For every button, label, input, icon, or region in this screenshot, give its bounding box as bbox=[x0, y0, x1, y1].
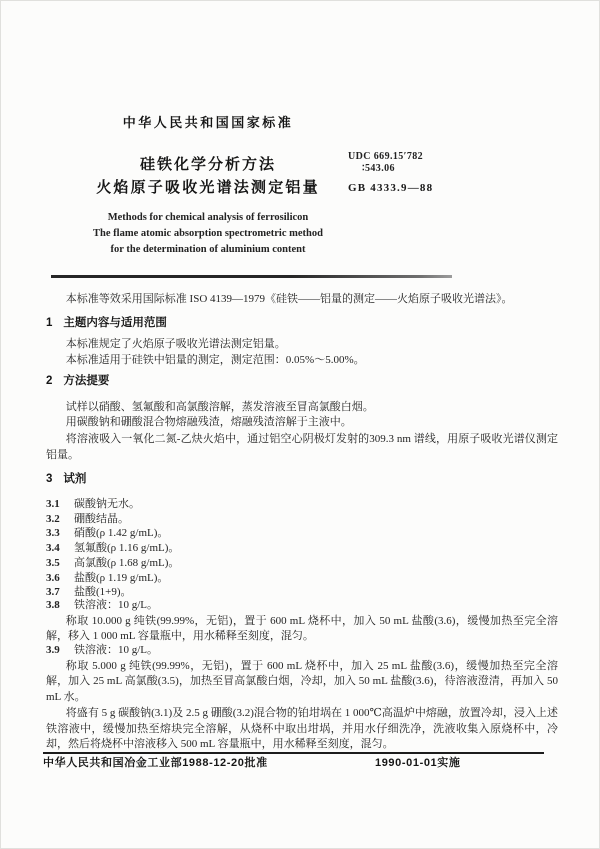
reagent-number: 3.4 bbox=[46, 542, 60, 555]
english-title-line2: The flame atomic absorption spectrometric method bbox=[93, 228, 323, 239]
section-2-paragraph-2: 用碳酸钠和硼酸混合物熔融残渣，熔融残渣溶解于主液中。 bbox=[65, 416, 352, 428]
section-3-number: 3 bbox=[46, 473, 53, 485]
reagent-number: 3.5 bbox=[46, 556, 60, 569]
reagent-text: 高氯酸(ρ 1.68 g/mL)。 bbox=[74, 556, 180, 569]
reagent-item-3-1 bbox=[46, 497, 558, 512]
section-3-heading bbox=[46, 474, 86, 486]
reagent-3-9-label-row bbox=[46, 643, 558, 659]
fusion-procedure-paragraph: 将盛有 5 g 碳酸钠(3.1)及 2.5 g 硼酸(3.2)混合物的铂坩埚在 1 000℃高温炉中熔融，放置冷却，浸入上述铁溶液中，缓慢加热至熔块完全溶解，从烧杯中取出坩埚，并用水仔细洗净，洗液收集入原烧杯中，冷却，然后将烧杯中溶液移入 500 mL 容量瓶中，用水稀释至刻度，混匀。 bbox=[46, 707, 558, 750]
document-title-line2: 火焰原子吸收光谱法测定铝量 bbox=[96, 179, 320, 196]
reagent-3-9-preparation: 称取 5.000 g 纯铁(99.99%，无铝)，置于 600 mL 烧杯中，加入 25 mL 盐酸(3.6)，缓慢加热至完全溶解，加入 25 mL 高氯酸(3.5)，加热至冒高氯酸白烟，冷却，加入 50 mL 盐酸(3.6)，待溶液澄清，再加入 50 mL 水。 bbox=[46, 659, 558, 703]
reagent-text: 碳酸钠无水。 bbox=[74, 498, 140, 510]
reagent-number: 3.3 bbox=[46, 527, 60, 540]
reagent-item-3-5 bbox=[46, 556, 558, 571]
approval-notice: 中华人民共和国冶金工业部1988-12-20批准 bbox=[43, 757, 268, 769]
reagent-number: 3.8 bbox=[46, 599, 60, 611]
reagent-text: 盐酸(ρ 1.19 g/mL)。 bbox=[74, 571, 169, 584]
section-2-paragraph-3: 将溶液吸入一氧化二氮-乙炔火焰中，通过铝空心阴极灯发射的309.3 nm 谱线，用原子吸收光谱仪测定铝量。 bbox=[46, 433, 558, 461]
reagent-number: 3.2 bbox=[46, 512, 60, 525]
reagent-text: 硼酸结晶。 bbox=[74, 512, 129, 525]
reagent-text: 硝酸(ρ 1.42 g/mL)。 bbox=[74, 527, 169, 540]
section-1-paragraph-1: 本标准规定了火焰原子吸收光谱法测定铝量。 bbox=[65, 338, 286, 350]
section-1-paragraph-2: 本标准适用于硅铁中铝量的测定，测定范围：0.05%～5.00%。 bbox=[65, 354, 365, 366]
implementation-date: 1990-01-01实施 bbox=[375, 757, 461, 769]
reagent-item-3-2 bbox=[46, 512, 558, 527]
footer-divider-rule bbox=[43, 752, 544, 754]
section-2-number: 2 bbox=[46, 375, 53, 387]
reagent-3-8-preparation: 称取 10.000 g 纯铁(99.99%，无铝)，置于 600 mL 烧杯中，加入 50 mL 盐酸(3.6)，缓慢加热至完全溶解，移入 1 000 mL 容量瓶中，用水稀释至刻度，混匀。 bbox=[46, 614, 558, 643]
reagent-item-3-3 bbox=[46, 526, 558, 541]
section-1-number: 1 bbox=[46, 317, 53, 329]
reagent-item-3-6 bbox=[46, 571, 558, 586]
iso-equivalence-note: 本标准等效采用国际标准 ISO 4139—1979《硅铁——铝量的测定——火焰原子吸收光谱法》。 bbox=[65, 293, 513, 305]
english-title-line1: Methods for chemical analysis of ferrosilicon bbox=[107, 212, 309, 223]
reagent-label: 铁溶液：10 g/L。 bbox=[74, 599, 159, 611]
reagent-number: 3.7 bbox=[46, 586, 60, 599]
standard-code: GB 4333.9—88 bbox=[348, 182, 434, 194]
reagent-label: 铁溶液：10 g/L。 bbox=[74, 644, 159, 656]
reagent-text: 盐酸(1+9)。 bbox=[74, 586, 132, 599]
national-standard-label: 中华人民共和国国家标准 bbox=[122, 115, 294, 130]
reagent-number: 3.1 bbox=[46, 498, 60, 510]
reagent-number: 3.9 bbox=[46, 644, 60, 656]
section-2-heading bbox=[46, 376, 109, 388]
reagent-number: 3.6 bbox=[46, 571, 60, 584]
udc-line2: ∶543.06 bbox=[362, 163, 395, 174]
udc-classification bbox=[348, 151, 423, 175]
udc-line1: UDC 669.15′782 bbox=[348, 151, 424, 162]
reagent-text: 氢氟酸(ρ 1.16 g/mL)。 bbox=[74, 542, 180, 555]
english-title-line3: for the determination of aluminium content bbox=[110, 244, 306, 255]
reagent-3-8-label-row bbox=[46, 598, 558, 614]
reagent-list bbox=[46, 497, 558, 600]
section-3-title: 试剂 bbox=[63, 473, 87, 485]
section-1-heading bbox=[46, 318, 167, 330]
section-2-paragraph-1: 试样以硝酸、氢氟酸和高氯酸溶解，蒸发溶液至冒高氯酸白烟。 bbox=[65, 401, 374, 413]
reagent-item-3-9 bbox=[46, 643, 558, 705]
reagent-item-3-8 bbox=[46, 598, 558, 645]
document-title-line1: 硅铁化学分析方法 bbox=[139, 156, 276, 173]
reagent-item-3-4 bbox=[46, 541, 558, 556]
section-1-title: 主题内容与适用范围 bbox=[63, 317, 167, 329]
header-divider-rule bbox=[51, 275, 452, 278]
section-2-title: 方法提要 bbox=[63, 375, 110, 387]
